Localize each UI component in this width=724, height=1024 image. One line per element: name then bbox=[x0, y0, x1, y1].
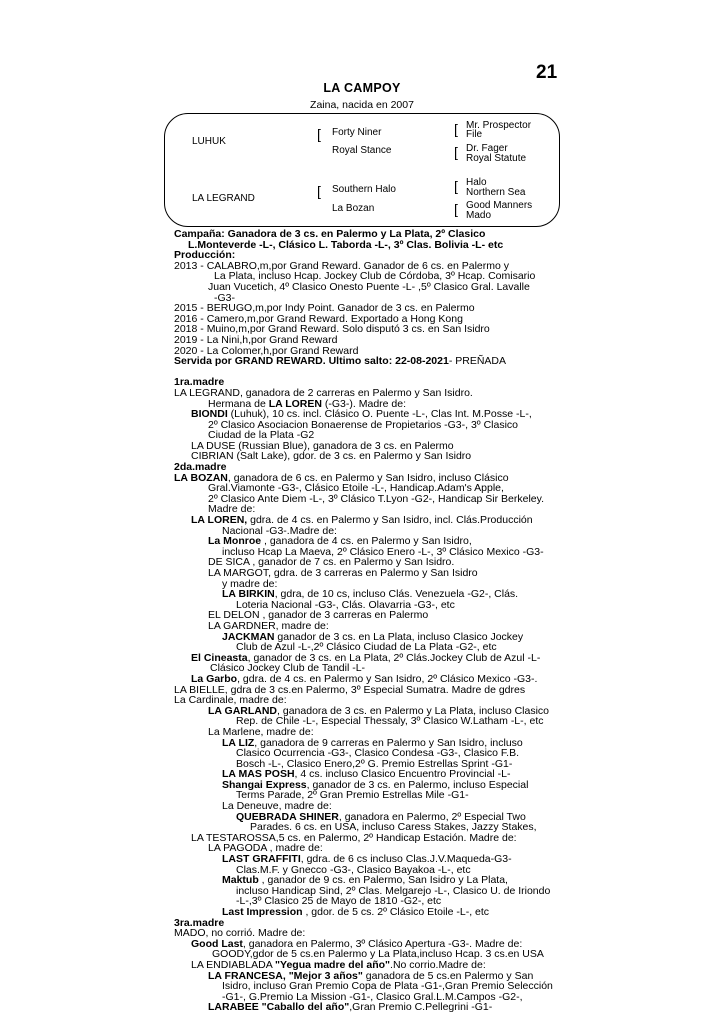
text-line: Isidro, incluso Gran Premio Copa de Plata -G1-,Gran Premio Selección bbox=[222, 980, 553, 993]
text-line: El Cineasta, ganador de 3 cs. en La Plata, 2º Clás.Jockey Club de Azul -L- bbox=[191, 651, 541, 664]
text-line: CIBRIAN (Salt Lake), gdor. de 3 cs. en Palermo y San Isidro bbox=[191, 450, 472, 463]
text-line: La Cardinale, madre de: bbox=[174, 694, 287, 707]
pedigree-ss-sire: Mr. Prospector bbox=[466, 120, 532, 131]
text-line: Parades. 6 cs. en USA, incluso Caress Stakes, Jazzy Stakes, bbox=[250, 821, 537, 834]
text-line: LA LEGRAND, ganadora de 2 carreras en Palermo y San Isidro. bbox=[174, 386, 473, 399]
text-line: Campaña: Ganadora de 3 cs. en Palermo y La Plata, 2º Clasico bbox=[174, 228, 486, 240]
pedigree-dam-sire: Southern Halo bbox=[332, 184, 396, 195]
text-line: 2013 - CALABRO,m,por Grand Reward. Ganador de 6 cs. en Palermo y bbox=[174, 259, 509, 272]
text-line: LA FRANCESA, "Mejor 3 años" ganadora de 5 cs.en Palermo y San bbox=[208, 969, 534, 982]
text-line: Last Impression , gdor. de 5 cs. 2º Clásico Etoile -L-, etc bbox=[222, 906, 490, 918]
text-line: LA BIELLE, gdra de 3 cs.en Palermo, 3º Especial Sumatra. Madre de gdres bbox=[174, 683, 526, 696]
bracket-icon: [ bbox=[317, 183, 321, 199]
pedigree-box bbox=[164, 113, 560, 227]
text-line: Clásico Jockey Club de Tandil -L- bbox=[210, 662, 366, 675]
text-line: LA ENDIABLADA "Yegua madre del año".No corrio.Madre de: bbox=[191, 958, 486, 971]
text-line: LA LOREN, gdra. de 4 cs. en Palermo y San Isidro, incl. Clás.Producción bbox=[191, 514, 533, 527]
text-line bbox=[174, 367, 719, 378]
text-line: 2º Clasico Asociacion Bonaerense de Propietarios -G3-, 3º Clasico bbox=[208, 418, 518, 431]
text-line: 2016 - Camero,m,por Grand Reward. Exportado a Hong Kong bbox=[174, 312, 463, 325]
bracket-icon: [ bbox=[454, 201, 458, 217]
text-line: 2º Clasico Ante Diem -L-, 3º Clásico T.Lyon -G2-, Handicap Sir Berkeley. bbox=[208, 492, 545, 505]
pedigree-ds-sire: Halo bbox=[466, 177, 487, 188]
pedigree-sd-dam: Royal Statute bbox=[466, 153, 527, 164]
text-line: MADO, no corrió. Madre de: bbox=[174, 927, 306, 940]
text-line: LA GARDNER, madre de: bbox=[208, 619, 329, 632]
text-line: DE SICA , ganador de 7 cs. en Palermo y San Isidro. bbox=[208, 556, 455, 569]
pedigree-dd-dam: Mado bbox=[466, 210, 492, 221]
text-line: Juan Vucetich, 4º Clasico Onesto Puente -L- ,5º Clasico Gral. Lavalle bbox=[208, 280, 530, 293]
bracket-icon: [ bbox=[317, 126, 321, 142]
text-line: La Plata, incluso Hcap. Jockey Club de Córdoba, 3º Hcap. Comisario bbox=[214, 270, 536, 283]
text-line: LA GARLAND, ganadora de 3 cs. en Palermo y La Plata, incluso Clasico bbox=[208, 704, 550, 717]
text-line: LA BOZAN, ganadora de 6 cs. en Palermo y San Isidro, incluso Clásico bbox=[174, 471, 509, 484]
text-line: La Deneuve, madre de: bbox=[222, 800, 332, 813]
text-line: L.Monteverde -L-, Clásico L. Taborda -L-, 3º Clas. Bolivia -L- etc bbox=[188, 238, 504, 251]
catalog-text bbox=[174, 229, 719, 1013]
text-line: La Garbo, gdra. de 4 cs. en Palermo y San Isidro, 2º Clásico Mexico -G3-. bbox=[191, 672, 538, 685]
text-line: QUEBRADA SHINER, ganadora en Palermo, 2º Especial Two bbox=[236, 810, 526, 823]
pedigree-dd-sire: Good Manners bbox=[466, 200, 533, 211]
text-line: incluso Hcap La Maeva, 2º Clásico Enero -L-, 3º Clásico Mexico -G3- bbox=[222, 545, 544, 558]
section-heading: 2da.madre bbox=[174, 461, 227, 474]
text-line: LAST GRAFFITI, gdra. de 6 cs incluso Clas.J.V.Maqueda-G3- bbox=[222, 853, 512, 866]
text-line: LARABEE "Caballo del año",Gran Premio C.Pellegrini -G1- bbox=[208, 1001, 493, 1014]
text-line: Clasico Ocurrencia -G3-, Clasico Condesa -G3-, Clasico F.B. bbox=[236, 747, 520, 760]
text-line: LA TESTAROSSA,5 cs. en Palermo, 2º Handicap Estación. Madre de: bbox=[191, 831, 517, 844]
pedigree-dam-dam: La Bozan bbox=[332, 203, 375, 214]
section-heading: 1ra.madre bbox=[174, 376, 225, 389]
text-line: La Marlene, madre de: bbox=[208, 725, 314, 738]
bracket-icon: [ bbox=[454, 121, 458, 137]
text-line: Terms Parade, 2º Gran Premio Estrellas Mile -G1- bbox=[236, 789, 469, 802]
text-line: incluso Handicap Sind, 2º Clas. Melgarejo -L-, Clasico U. de Iriondo bbox=[236, 884, 551, 897]
text-line: LA PAGODA , madre de: bbox=[208, 842, 323, 855]
text-line: Producción: bbox=[174, 249, 236, 262]
text-line: Hermana de LA LOREN (-G3-). Madre de: bbox=[208, 397, 407, 410]
page-number: 21 bbox=[536, 62, 558, 83]
text-line: LA LIZ, ganadora de 9 carreras en Palermo y San Isidro, incluso bbox=[222, 736, 523, 749]
text-line: LA MARGOT, gdra. de 3 carreras en Palermo y San Isidro bbox=[208, 567, 478, 579]
text-line: Rep. de Chile -L-, Especial Thessaly, 3º Clasico W.Latham -L-, etc bbox=[236, 715, 544, 728]
text-line: -G1-, G.Premio La Mission -G1-, Clasico Gral.L.M.Campos -G2-, bbox=[222, 990, 523, 1003]
text-line: Club de Azul -L-,2º Clásico Ciudad de La Plata -G2-, etc bbox=[236, 641, 497, 654]
text-line: EL DELON , ganador de 3 carreras en Palermo bbox=[208, 609, 429, 622]
pedigree-sire-sire: Forty Niner bbox=[332, 127, 382, 138]
pedigree-dam: LA LEGRAND bbox=[192, 193, 255, 204]
text-line: 2015 - BERUGO,m,por Indy Point. Ganador de 3 cs. en Palermo bbox=[174, 302, 475, 315]
text-line: y madre de: bbox=[222, 577, 278, 590]
text-line: Ciudad de la Plata -G2 bbox=[208, 429, 315, 442]
pedigree-sd-sire: Dr. Fager bbox=[466, 143, 508, 154]
text-line: La Monroe , ganadora de 4 cs. en Palermo y San Isidro, bbox=[208, 535, 472, 548]
horse-name-title: LA CAMPOY bbox=[323, 81, 401, 95]
text-line: -L-,3º Clasico 25 de Mayo de 1810 -G2-, etc bbox=[236, 895, 442, 908]
section-heading: 3ra.madre bbox=[174, 916, 225, 929]
text-line: Servida por GRAND REWARD. Ultimo salto: 22-08-2021- PREÑADA bbox=[174, 355, 507, 368]
text-line: BIONDI (Luhuk), 10 cs. incl. Clásico O. Puente -L-, Clas Int. M.Posse -L-, bbox=[191, 408, 532, 421]
text-line: GOODY,gdor de 5 cs.en Palermo y La Plata,incluso Hcap. 3 cs.en USA bbox=[212, 948, 544, 961]
text-line: Shangai Express, ganador de 3 cs. en Palermo, incluso Especial bbox=[222, 778, 529, 791]
bracket-icon: [ bbox=[454, 178, 458, 194]
text-line: Madre de: bbox=[208, 503, 256, 516]
text-line: Nacional -G3-.Madre de: bbox=[222, 524, 337, 537]
pedigree-ds-dam: Northern Sea bbox=[466, 187, 526, 198]
pedigree-sire: LUHUK bbox=[192, 136, 226, 147]
text-line: Good Last, ganadora en Palermo, 3º Clásico Apertura -G3-. Madre de: bbox=[191, 937, 523, 950]
horse-description: Zaina, nacida en 2007 bbox=[310, 99, 414, 111]
text-line: Gral.Viamonte -G3-, Clásico Etoile -L-, Handicap.Adam's Apple, bbox=[208, 482, 504, 495]
pedigree-ss-dam: File bbox=[466, 129, 483, 140]
text-line: Maktub , ganador de 9 cs. en Palermo, San Isidro y La Plata, bbox=[222, 874, 508, 887]
bracket-icon: [ bbox=[454, 144, 458, 160]
text-line: 2019 - La Nini,h,por Grand Reward bbox=[174, 333, 338, 346]
pedigree-sire-dam: Royal Stance bbox=[332, 145, 392, 156]
text-line: LA MAS POSH, 4 cs. incluso Clasico Encuentro Provincial -L- bbox=[222, 768, 511, 781]
text-line: 2020 - La Colomer,h,por Grand Reward bbox=[174, 344, 359, 357]
text-line: LA DUSE (Russian Blue), ganadora de 3 cs. en Palermo bbox=[191, 439, 454, 452]
text-line: JACKMAN ganador de 3 cs. en La Plata, incluso Clasico Jockey bbox=[222, 630, 524, 643]
text-line: Clas.M.F. y Gnecco -G3-, Clasico Bayakoa -L-, etc bbox=[236, 863, 471, 876]
text-line: -G3- bbox=[214, 291, 235, 304]
text-line: Loteria Nacional -G3-, Clás. Olavarria -G3-, etc bbox=[236, 598, 455, 611]
text-line: 2018 - Muino,m,por Grand Reward. Solo disputó 3 cs. en San Isidro bbox=[174, 323, 490, 336]
text-line: LA BIRKIN, gdra, de 10 cs, incluso Clás. Venezuela -G2-, Clás. bbox=[222, 588, 519, 601]
text-line: Bosch -L-, Clasico Enero,2º G. Premio Estrellas Sprint -G1- bbox=[236, 757, 513, 770]
